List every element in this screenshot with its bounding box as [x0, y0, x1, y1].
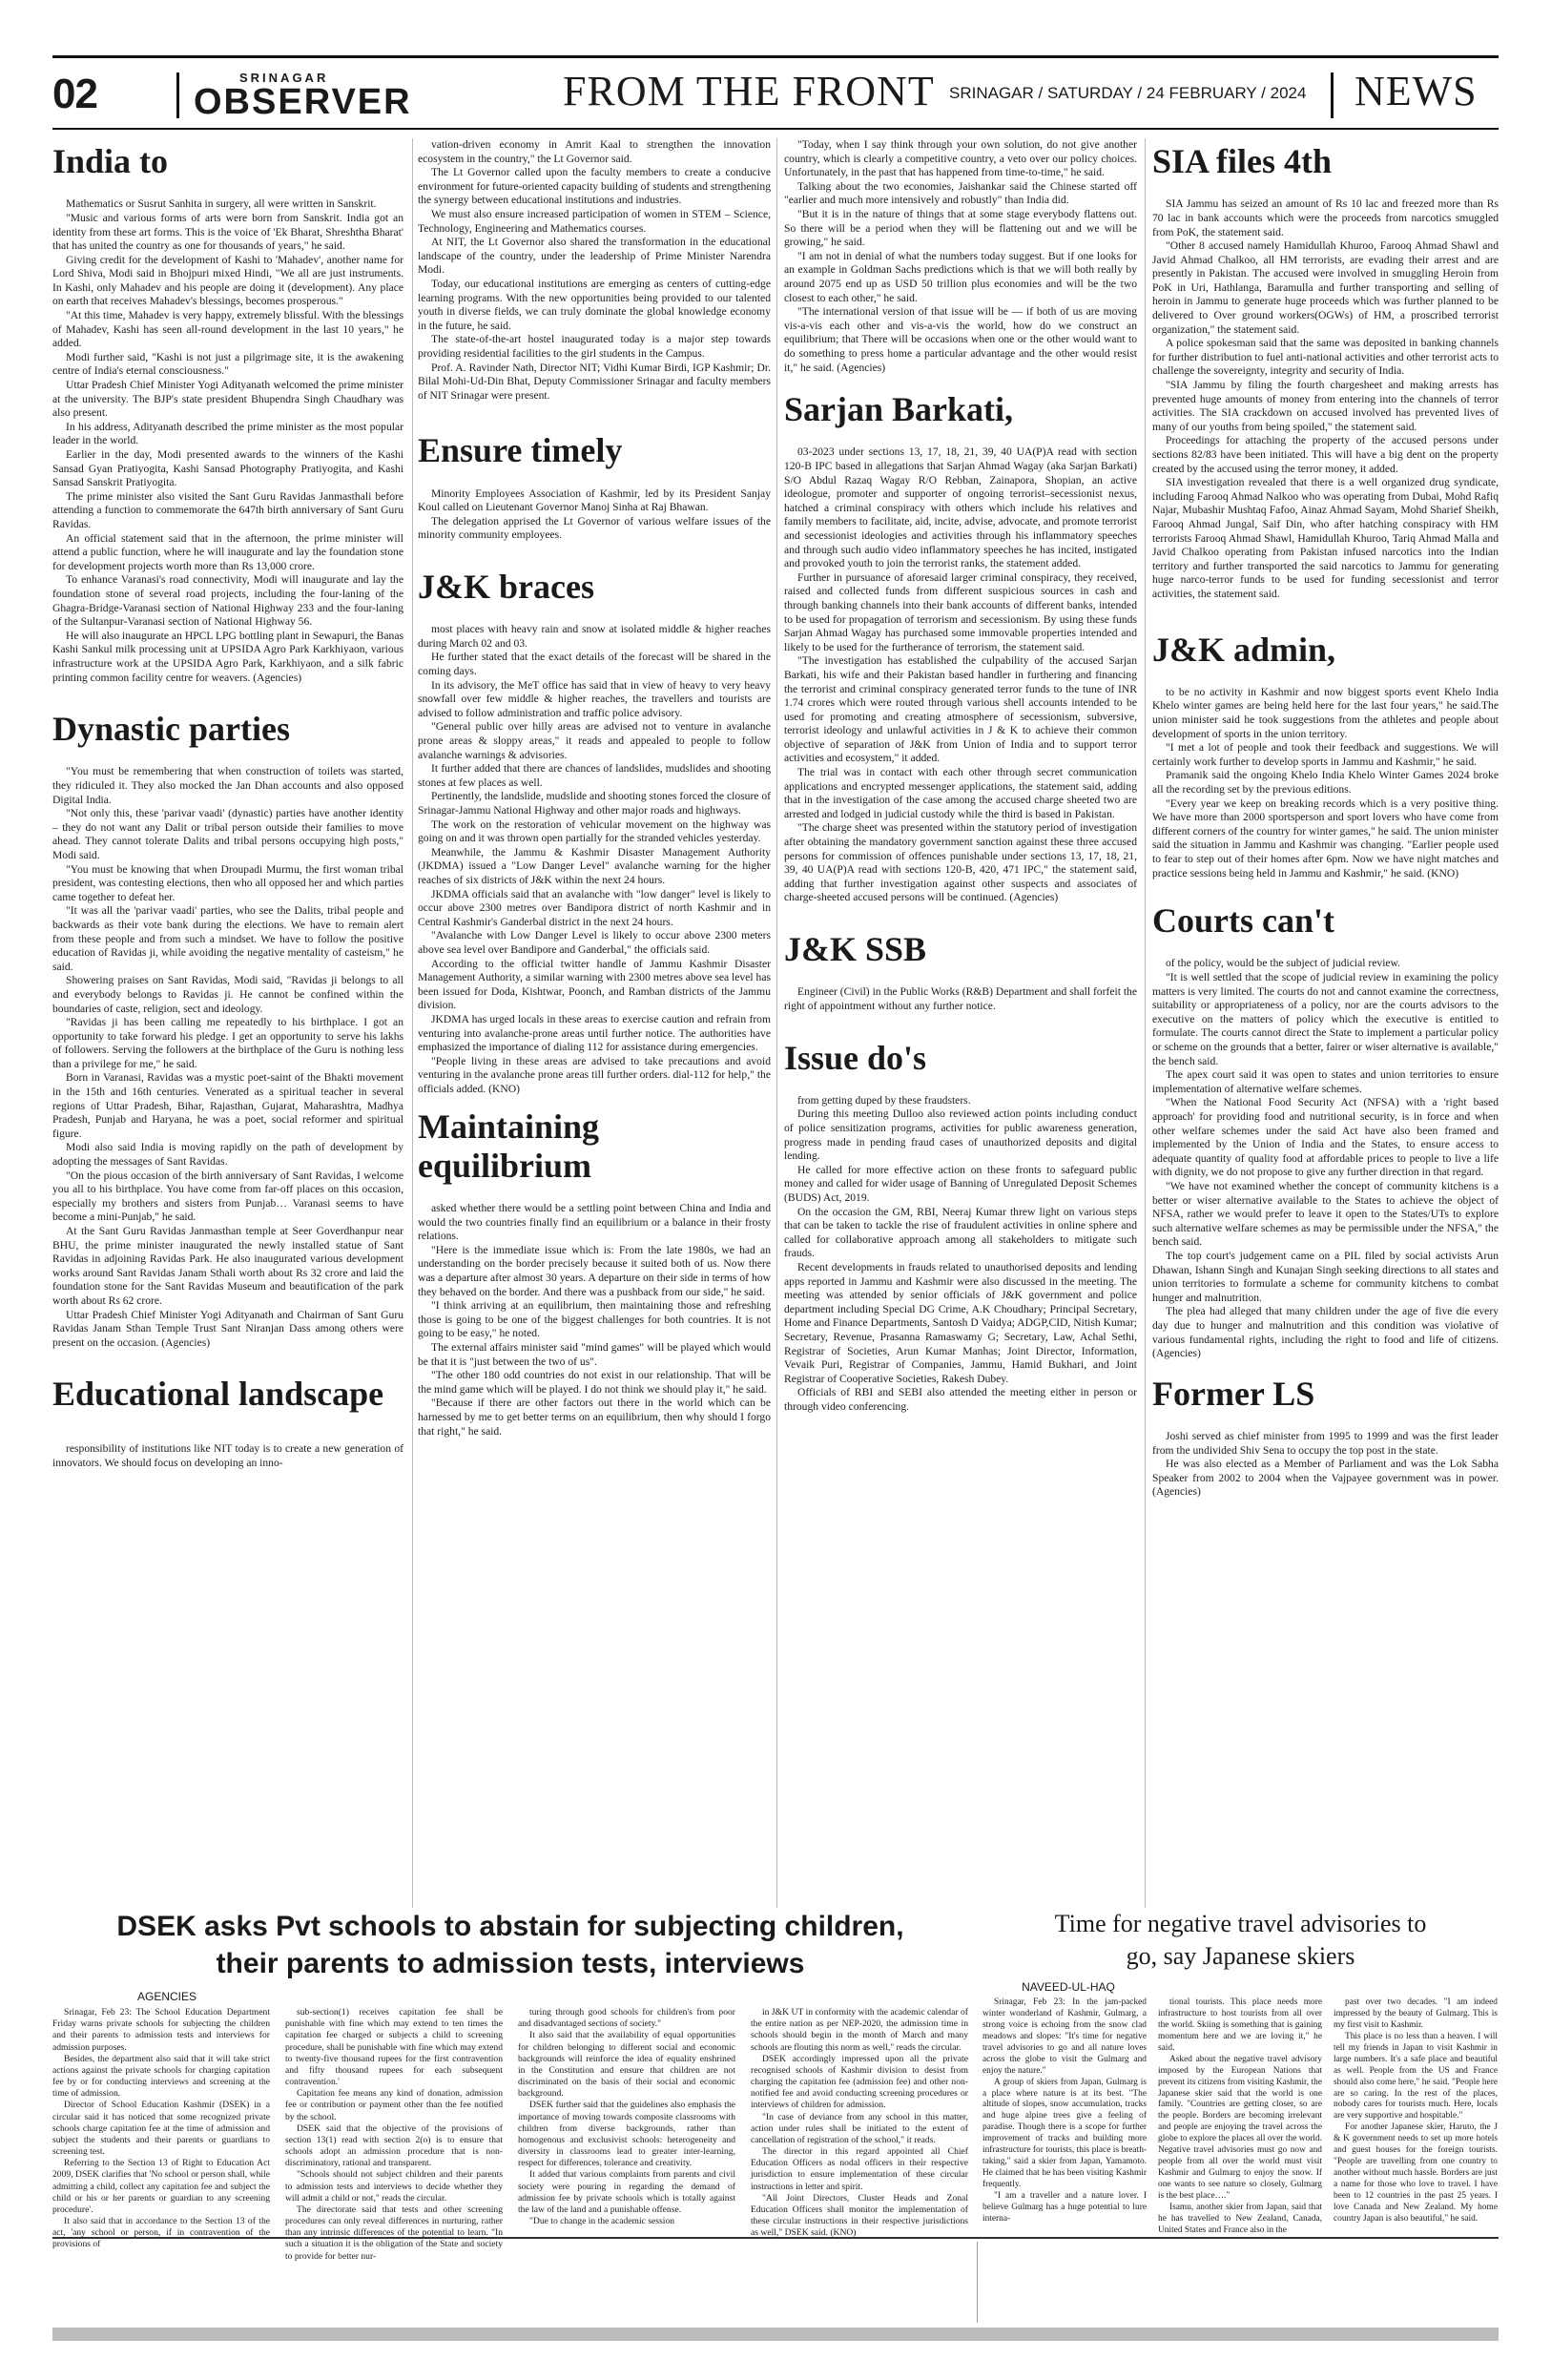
paragraph: Further in pursuance of aforesaid larger criminal conspiracy, they received, raised and collected funds from different suspicious sources in cash and through banking channels into their bank accounts of different banks, intended to be used for propagation of terrorism and secessionism. By using these funds Sarjan Ahmad Wagay has purchased some immovable properties intended and likely to be used for the furtherance of terrorism, the statement said. [784, 570, 1137, 653]
story-jaishankar-continued [784, 138, 1137, 375]
paragraph: Engineer (Civil) in the Public Works (R&B) Department and shall forfeit the right of appointment without any further notice. [784, 985, 1137, 1012]
paragraph: "General public over hilly areas are advised not to venture in avalanche prone areas & sloppy areas," it reads and appealed to people to follow avalanche warnings & advisories. [418, 720, 771, 761]
story-courts-cant [1152, 957, 1499, 1360]
paragraph: The external affairs minister said "mind games" will be played which would be that it is "just between the two of us". [418, 1341, 771, 1368]
paragraph: The plea had alleged that many children under the age of five die every day due to hunger and malnutrition and this condition was violative of various fundamental rights, including the right to food and life of citizens. (Agencies) [1152, 1305, 1499, 1360]
paragraph: Modi further said, "Kashi is not just a pilgrimage site, it is the awakening centre of India's eternal consciousness." [52, 350, 403, 378]
paragraph: Srinagar, Feb 23: In the jam-packed winter wonderland of Kashmir, Gulmarg, a strong voice is echoing from the snow clad meadows and slopes: "It's time for negative travel advisories to go and all nature loves across the globe to visit the Gulmarg and enjoy the nature." [982, 1997, 1147, 2076]
paragraph: This place is no less than a heaven. I will tell my friends in Japan to visit Kashmir in large numbers. It's a safe place and beautiful as well. People from the US and France should also come here," he said. "People here are so caring. In the rest of the places, nobody cares for tourists much. Here, locals are very supportive and hospitable." [1334, 2031, 1498, 2121]
paragraph: "SIA Jammu by filing the fourth chargesheet and making arrests has prevented huge amounts of money from entering into the channels of terror activities. The SIA crackdown on accused involved has prevented lives of many of our youths from being spoiled," the statement said. [1152, 379, 1499, 433]
paragraph: "The charge sheet was presented within the statutory period of investigation after obtaining the mandatory government sanction against these three accused persons for commission of offences punishable under sections 13, 17, 18, 21, 39, 40 UA(P)A read with sections 120-B, 420, 471 IPC," the statement said, adding that further investigation against other suspects and associates of charge-sheeted accused persons will be continued. (Agencies) [784, 821, 1137, 904]
paragraph: "People living in these areas are advised to take precautions and avoid venturing in the avalanche prone areas till further orders. dial-112 for help," the officials added. (KNO) [418, 1054, 771, 1095]
paragraph: It further added that there are chances of landslides, mudslides and shooting stones at few places as well. [418, 762, 771, 789]
paragraph: vation-driven economy in Amrit Kaal to strengthen the innovation ecosystem in the country," the Lt Governor said. [418, 138, 771, 165]
dateline: SRINAGAR / SATURDAY / 24 FEBRUARY / 2024 [949, 84, 1307, 102]
paragraph: Meanwhile, the Jammu & Kashmir Disaster Management Authority (JKDMA) issued a "Low Danger Level" avalanche warning for the higher reaches of six districts of J&K within the next 24 hours. [418, 845, 771, 886]
paragraph: Showering praises on Sant Ravidas, Modi said, "Ravidas ji belongs to all and everybody belongs to Ravidas ji. He cannot be confined within the boundaries of caste, religion, sect and ideology. [52, 974, 403, 1015]
paragraph: "I am a traveller and a nature lover. I believe Gulmarg has a huge potential to lure interna- [982, 2190, 1147, 2224]
paragraph: Minority Employees Association of Kashmir, led by its President Sanjay Koul called on Lieutenant Governor Manoj Sinha at Raj Bhawan. [418, 486, 771, 514]
paragraph: "The investigation has established the culpability of the accused Sarjan Barkati, his wife and their Pakistan based handler in furthering and financing the terrorist and criminal conspiracy generated terror funds to the tune of INR 1.74 crores which were routed through various shell accounts intended to be used for promoting and creating atmosphere of secessionism, subversive, terrorist ideology and unlawful activities in J & K to achieve their common objective of separation of J&K from Union of India and to support terror activities and ecosystem," it added. [784, 654, 1137, 765]
paragraph: Recent developments in frauds related to unauthorised deposits and lending apps reported in Jammu and Kashmir were also discussed in the meeting. The meeting was attended by senior officials of J&K government and police department including Special DG Crime, A.K Choudhary; Principal Secretary, Home and Finance Departments, Santosh D Vaidya; ADGP,CID, Nitish Kumar; Secretary, Revenue, Prasanna Ramaswamy G; Secretary, Law, Achal Sethi, Registrar of Societies, Arun Kumar Manhas; Joint Director, Information, Vevaik Puri, Registrar of Companies, Jammu, Hamid Bukhari, and Joint Registrar of Cooperative Societies, Rakesh Dubey. [784, 1260, 1137, 1385]
paragraph: During this meeting Dulloo also reviewed action points including conduct of police sensitization programs, activities for public awareness generation, progress made in pending fraud cases of unauthorized deposits and digital lending. [784, 1107, 1137, 1163]
paragraph: "It is well settled that the scope of judicial review in examining the policy matters is very limited. The courts do not and cannot examine the correctness, suitability or appropriateness of a policy, nor are the courts advisors to the executive on the matters of policy which the executive is entitled to formulate. The courts cannot direct the State to implement a particular policy or scheme on the grounds that a better, fairer or wiser alternative is available," the bench said. [1152, 971, 1499, 1067]
bottom-separator [977, 2242, 978, 2323]
paragraph: Director of School Education Kashmir (DSEK) in a circular said it has noticed that some recognized private schools charge capitation fee at the time of admission and subject the students and their parents or guardians to screening test. [52, 2100, 270, 2158]
japan-skiers-story [982, 1908, 1499, 2235]
japan-byline: NAVEED-UL-HAQ [1022, 1980, 1115, 1994]
paragraph: Asked about the negative travel advisory imposed by the European Nations that prevent its citizens from visiting Kashmir, the Japanese skier said that the world is one family. "Countries are getting closer, so are the people. Borders are becoming irrelevant and people are enjoying the travel across the globe to explore the places all over the world. Negative travel advisories must go now and people from all over the world must visit Kashmir and Gulmarg to enjoy the snow. If one wants to see nature so closely, Gulmarg is the best place…." [1158, 2054, 1322, 2201]
story-sia-files [1152, 197, 1499, 601]
paragraph: "Other 8 accused namely Hamidullah Khuroo, Farooq Ahmad Shawl and Javid Ahmad Chalkoo, all HM terrorists, are evading their arrest and are presently in Pakistan. The accused were involved in smuggling Heroin from PoK in Uri, Hathlanga, Baramulla and further transporting and selling of heroin in Jammu to generate huge proceeds which was further planned to be delivered to Over ground workers(OGWs) of HM, a proscribed terrorist organization," the statement said. [1152, 239, 1499, 336]
paragraph: from getting duped by these fraudsters. [797, 1093, 971, 1107]
paragraph: SIA Jammu has seized an amount of Rs 10 lac and freezed more than Rs 70 lac in bank accounts which were the proceeds from narcotics smuggled from PoK, the statement said. [1152, 197, 1499, 238]
paragraph: "Due to change in the academic session [529, 2216, 675, 2227]
paragraph: We must also ensure increased participation of women in STEM – Science, Technology, Engineering and Mathematics courses. [418, 207, 771, 235]
paragraph: "It was all the 'parivar vaadi' parties, who see the Dalits, tribal people and backwards as their vote bank during the elections. We have to remain alert from these people and from such a mindset. We have to follow the positive education of Ravidas ji, while avoiding the negative mentality of casteism," he said. [52, 904, 403, 973]
headline-sarjan-barkati: Sarjan Barkati, [784, 390, 1014, 429]
dsek-col-1 [52, 2007, 270, 2250]
paragraph: The work on the restoration of vehicular movement on the highway was going on and it was thrown open partially for the stranded vehicles yesterday. [418, 817, 771, 845]
paragraph: "But it is in the nature of things that at some stage everybody flattens out. So there will be a period when they will be flattening out and we will be growing," he said. [784, 207, 1137, 249]
story-ensure-timely [418, 487, 771, 543]
dsek-col-2 [285, 2007, 503, 2262]
story-educational-landscape [52, 1442, 403, 1470]
masthead-divider [176, 72, 179, 118]
paragraph: Prof. A. Ravinder Nath, Director NIT; Vidhi Kumar Birdi, IGP Kashmir; Dr. Bilal Mohi-Ud-Din Bhat, Deputy Commissioner Srinagar and faculty members of NIT Srinagar were present. [418, 361, 771, 402]
paragraph: "The other 180 odd countries do not exist in our relationship. That will be the mind game which will be played. I do not think we should play it," he said. [418, 1369, 771, 1396]
paragraph: "Schools should not subject children and their parents to admission tests and interviews to decide whether they will admit a child or not," reads the circular. [285, 2169, 503, 2204]
paragraph: Proceedings for attaching the property of the accused persons under sections 82/83 have been initiated. This will have a big dent on the property created by the accused using the terror money, it added. [1152, 434, 1499, 475]
paragraph: "In case of deviance from any school in this matter, action under rules shall be initiated to the extent of cancellation of registration of the school," it reads. [751, 2111, 968, 2145]
paragraph: Born in Varanasi, Ravidas was a mystic poet-saint of the Bhakti movement in the 15th and 16th centuries. Venerated as a spiritual teacher in several regions of Uttar Pradesh, Bihar, Rajasthan, Gujarat, Maharashtra, Madhya Pradesh, Punjab and Haryana, he was a poet, social reformer and spiritual figure. [52, 1071, 403, 1140]
paragraph: "On the pious occasion of the birth anniversary of Sant Ravidas, I welcome you all to his birthplace. You have come from far-off places on this occasion, especially my brothers and sisters from Punjab… Varanasi seems to have become a mini-Punjab," he said. [52, 1169, 403, 1224]
japan-col-1 [982, 1997, 1147, 2232]
japan-headline-line1: Time for negative travel advisories to [1054, 1910, 1427, 1937]
paragraph: The Lt Governor called upon the faculty members to create a conducive environment for future-oriented capacity building of students and strengthening the synergy between educational institutions and industries. [418, 166, 771, 207]
paragraph: The prime minister also visited the Sant Guru Ravidas Janmasthali before attending a function to commemorate the 647th birth anniversary of Sant Guru Ravidas. [52, 489, 403, 530]
paragraph: past over two decades. "I am indeed impressed by the beauty of Gulmarg. This is my first visit to Kashmir. [1334, 1997, 1498, 2030]
paragraph: To enhance Varanasi's road connectivity, Modi will inaugurate and lay the foundation stone of several road projects, including the four-laning of the Ghagra-Bridge-Varanasi section of National Highway 233 and the four-laning of the Sultanpur-Varanasi section of National Highway 56. [52, 573, 403, 629]
headline-dynastic-parties: Dynastic parties [52, 710, 290, 749]
story-former-ls [1152, 1430, 1499, 1500]
headline-educational-landscape: Educational landscape [52, 1375, 384, 1414]
paragraph: An official statement said that in the afternoon, the prime minister will attend a public function, where he will inaugurate and lay the foundation stone for development projects worth more than Rs 13,000 crore. [52, 531, 403, 572]
paragraph: Joshi served as chief minister from 1995 to 1999 and was the first leader from the undivided Shiv Sena to occupy the top post in the state. [1152, 1430, 1499, 1457]
paragraph: According to the official twitter handle of Jammu Kashmir Disaster Management Authority, a similar warning with 2300 metres above sea level has been issued for Doda, Kishtwar, Poonch, and Ramban districts of the Jammu division. [418, 957, 771, 1012]
paragraph: "All Joint Directors, Cluster Heads and Zonal Education Officers shall monitor the implementation of these circular instructions in their respective jurisdictions as well," DSEK said. (KNO) [751, 2192, 968, 2239]
paragraph: Giving credit for the development of Kashi to 'Mahadev', another name for Lord Shiva, Modi said in Bhojpuri mixed Hindi, "We all are just instruments. In Kashi, only Mahadev and his people are doing it (development). Any place on earth that receives Mahadev's blessings, becomes prosperous." [52, 253, 403, 308]
paragraph: "I think arriving at an equilibrium, then maintaining those and refreshing those is going to be one of the biggest challenges for both countries. It is not going to be easy," he noted. [418, 1299, 771, 1340]
headline-issue-dos: Issue do's [784, 1038, 927, 1077]
paragraph: On the occasion the GM, RBI, Neeraj Kumar threw light on various steps that can be taken to tackle the rise of fraudulent activities in online sphere and called for collaborative approach among all stakeholders to mitigate such frauds. [784, 1205, 1137, 1260]
headline-sia-files: SIA files 4th [1152, 142, 1333, 180]
paragraph: "Here is the immediate issue which is: From the late 1980s, we had an understanding on the border precisely because it suited both of us. Now there was a departure after almost 30 years. A departure on their side in terms of how they behaved on the border. And there was a pushback from our side," he said. [418, 1243, 771, 1298]
paragraph: responsibility of institutions like NIT today is to create a new generation of innovators. We should focus on developing an inno- [52, 1442, 403, 1469]
paragraph: The top court's judgement came on a PIL filed by social activists Arun Dhawan, Ishann Singh and Kunajan Singh seeking directions to all states and union territories to formulate a scheme for community kitchens to combat hunger and malnutrition. [1152, 1249, 1499, 1304]
paragraph: In its advisory, the MeT office has said that in view of heavy to very heavy snowfall over few middle & higher reaches, the travellers and tourists are advised to follow administration and traffic police advisory. [418, 678, 771, 719]
headline-jk-braces: J&K braces [418, 567, 594, 606]
dsek-headline-line1: DSEK asks Pvt schools to abstain for subjecting children, [116, 1911, 904, 1942]
headline-jk-ssb: J&K SSB [784, 930, 927, 968]
japan-headline-line2: go, say Japanese skiers [1126, 1941, 1355, 1970]
paragraph: "I met a lot of people and took their feedback and suggestions. We will certainly work further to develop sports in Jammu and Kashmir," he said. [1152, 741, 1499, 768]
paragraph: most places with heavy rain and snow at isolated middle & higher reaches during March 02 and 03. [418, 623, 771, 650]
paragraph: 03-2023 under sections 13, 17, 18, 21, 39, 40 UA(P)A read with section 120-B IPC based in allegations that Sarjan Ahmad Wagay (aka Sarjan Barkati) S/O Abdul Razaq Wagay R/O Rebban, Zainapora, Shopian, an active ideologue, promoter and supporter of ongoing terrorist–secessionist nexus, hatched a criminal conspiracy with others which include his relatives and family members to facilitate, aid, incite, advise, advocate, and promote terrorist and secessionist ideologies and activities through his inflammatory speeches and through such audio video inflammatory speeches he has incited, instigated and provoked youth to join the terrorist ranks, the statement added. [784, 445, 1137, 570]
footer-bar [52, 2328, 1499, 2341]
masthead-bottom-rule [52, 128, 1499, 130]
paragraph: For another Japanese skier, Haruto, the J & K government needs to set up more hotels and guest houses for the foreign tourists. "People are travelling from one country to another without much hassle. Borders are just a name for those who love to travel. I have been to 12 countries in the past 25 years. I love Canada and New Zealand. My home country Japan is also beautiful," he said. [1334, 2122, 1498, 2224]
headline-courts-cant: Courts can't [1152, 901, 1334, 941]
story-nit-continued [418, 138, 771, 403]
paragraph: It added that various complaints from parents and civil society were pouring in regarding the demand of admission fee by private schools which is totally against the law of the land and a punishable offense. [518, 2169, 735, 2215]
japan-col-2 [1158, 1997, 1322, 2235]
paragraph: The directorate said that tests and other screening procedures can only reveal differences in nurturing, rather than any intrinsic differences of the potential to learn. "In such a situation it is the obligation of the State and society to provide for better nur- [285, 2204, 503, 2262]
paragraph: It also said that the availability of equal opportunities for children belonging to different social and economic backgrounds will reinforce the idea of equality enshrined in the Constitution and ensure that children are not discriminated on the basis of their social and economic background. [518, 2030, 735, 2100]
paragraph: "I am not in denial of what the numbers today suggest. But if one looks for an example in Goldman Sachs predictions which is that we will both really by around 2075 end up as USD 50 trillion plus economies and will be the two closest to each other," he said. [784, 249, 1137, 304]
paragraph: asked whether there would be a settling point between China and India and would the two countries finally find an equilibrium or a balance in their frosty relations. [418, 1202, 771, 1243]
paragraph: A group of skiers from Japan, Gulmarg is a place where nature is at its best. "The altitude of slopes, snow accumulation, tracks and huge alpine trees give a feeling of paradise. Though there is a scope for further improvement of tracks and building more infrastructure for tourists, this place is breath-taking," said a skier from Japan, Yamamoto. He claimed that he has been visiting Kashmir frequently. [982, 2077, 1147, 2189]
paragraph: He will also inaugurate an HPCL LPG bottling plant in Sewapuri, the Banas Kashi Sankul milk processing unit at UPSIDA Agro Park Karkhiyaon, various infrastructure work at the UPSIDA Agro Park, Karkhiyaon, and a silk fabric printing common facility centre for weavers. (Agencies) [52, 629, 403, 684]
paragraph: Isamu, another skier from Japan, said that he has travelled to New Zealand, Canada, United States and France also in the [1158, 2202, 1322, 2235]
masthead-divider-right [1331, 72, 1334, 118]
masthead [52, 67, 1499, 124]
brand-name: OBSERVER [194, 82, 412, 122]
paragraph: "At this time, Mahadev is very happy, extremely blissful. With the blessings of Mahadev, Kashi has seen all-round development in the last 10 years," he added. [52, 309, 403, 350]
paragraph: of the policy, would be the subject of judicial review. [1166, 957, 1401, 970]
dsek-headline-line2: their parents to admission tests, interviews [216, 1948, 805, 1979]
paragraph: "Avalanche with Low Danger Level is likely to occur above 2300 meters above sea level over Bandipore and Ganderbal," the officials said. [418, 929, 771, 956]
paragraph: He called for more effective action on these fronts to safeguard public money and called for wider usage of Banning of Unregulated Deposit Schemes (BUDS) Act, 2019. [784, 1163, 1137, 1204]
paragraph: The apex court said it was open to states and union territories to ensure implementation of alternative welfare schemes. [1152, 1068, 1499, 1095]
paragraph: "When the National Food Security Act (NFSA) with a 'right based approach' for providing food and nutritional security, is in force and when other welfare schemes under the said Act have also been framed and implemented by the Union of India and the States, to ensure access to adequate quantity of quality food at affordable prices to people to live a life with dignity, we do not propose to give any further direction in that regard. [1152, 1096, 1499, 1179]
masthead-top-rule [52, 55, 1499, 58]
paragraph: sub-section(1) receives capitation fee shall be punishable with fine which may extend to ten times the capitation fee charged or subjects a child to screening procedure, shall be punishable with fine which may extend to twenty-five thousand rupees for the first contravention and fifty thousand rupees for each subsequent contravention.' [285, 2007, 503, 2088]
story-issue-dos [784, 1094, 1137, 1415]
paragraph: Mathematics or Susrut Sanhita in surgery, all were written in Sanskrit. [66, 197, 377, 211]
paragraph: turing through good schools for children's from poor and disadvantaged sections of society." [518, 2007, 735, 2030]
dsek-byline: AGENCIES [136, 1990, 196, 2003]
paragraph: "The international version of that issue will be — if both of us are moving vis-a-vis each other and vis-a-vis the world, how do we construct an equilibrium; that There will be occasions when one or the other would want to do something to press home a particular advantage and the other would resist it," he said. (Agencies) [784, 305, 1137, 374]
paragraph: Earlier in the day, Modi presented awards to the winners of the Kashi Sansad Gyan Pratiyogita, Kashi Sansad Photography Pratiyogita, and Kashi Sansad Sanskrit Pratiyogita. [52, 448, 403, 489]
paragraph: to be no activity in Kashmir and now biggest sports event Khelo India Khelo winter games are being held here for the last four years," he said.The union minister said he took suggestions from the athletes and people about development of sports in the union territory. [1152, 685, 1499, 740]
paragraph: At the Sant Guru Ravidas Janmasthan temple at Seer Goverdhanpur near BHU, the prime minister inaugurated the newly installed statue of Sant Ravidas in adjoining Ravidas Park. He also inaugurated various development works around Sant Ravidas Janam Sthali worth about Rs 32 crore and laid the foundation stone for the Sant Ravidas Museum and beautification of the park worth about Rs 62 crore. [52, 1225, 403, 1307]
paragraph: "Because if there are other factors out there in the world which can be harnessed by me to get better terms on an equilibrium, then why should I forgo that right," he said. [418, 1397, 771, 1438]
paragraph: JKDMA officials said that an avalanche with "low danger" level is likely to occur above 2300 metres over Bandipora district of north Kashmir and in Central Kashmir's Ganderbal district in the next 24 hours. [418, 887, 771, 928]
japan-headline [982, 1908, 1499, 1973]
paragraph: It also said that in accordance to the Section 13 of the act, 'any school or person, if in contravention of the provisions of [52, 2216, 270, 2250]
paragraph: The delegation apprised the Lt Governor of various welfare issues of the minority community employees. [418, 514, 771, 542]
paragraph: Capitation fee means any kind of donation, admission fee or contribution or payment other than the fee notified by the school. [285, 2088, 503, 2122]
paragraph: Pramanik said the ongoing Khelo India Khelo Winter Games 2024 broke all the recording set by the previous editions. [1152, 769, 1499, 796]
paragraph: At NIT, the Lt Governor also shared the transformation in the educational landscape of the country, under the leadership of Prime Minister Narendra Modi. [418, 236, 771, 277]
paragraph: The trial was in contact with each other through secret communication applications and encrypted messenger applications, the statement said, adding that in the investigation of the case among the accused charge sheeted two are arrested and lodged in judicial custody while the third is based in Pakistan. [784, 766, 1137, 820]
section-title: FROM THE FRONT [563, 68, 935, 114]
story-dynastic-parties [52, 765, 403, 1350]
paragraph: "Today, when I say think through your own solution, do not give another country, which is clearly a competitive country, a veto over our policy choices. Unfortunately, in the past that has happened from time-to-time," he said. [784, 138, 1137, 179]
paragraph: "You must be remembering that when construction of toilets was started, they ridiculed it. They also mocked the Jan Dhan accounts and also opposed Digital India. [52, 765, 403, 806]
dsek-col-4 [751, 2007, 968, 2239]
paragraph: "We have not examined whether the concept of community kitchens is a better or wiser alternative available to the States to achieve the object of NFSA, rather we would prefer to leave it open to the States/UTs to explore such alternative welfare schemes as may be permissible under the NFSA," the bench said. [1152, 1179, 1499, 1249]
paragraph: JKDMA has urged locals in these areas to exercise caution and refrain from venturing into avalanche-prone areas until further notice. The authorities have emphasized the importance of dialing 112 for assistance during emergencies. [418, 1012, 771, 1054]
paragraph: Srinagar, Feb 23: The School Education Department Friday warns private schools for subjecting the children and their parents to admission tests and interviews for admission purposes. [52, 2007, 270, 2053]
paragraph: DSEK further said that the guidelines also emphasis the importance of moving towards composite classrooms with children from diverse backgrounds, rather than homogenous and exclusivist schools: heterogeneity and diversity in classrooms lead to greater inter-learning, respect for differences, tolerance and creativity. [518, 2100, 735, 2169]
headline-india-to: India to [52, 142, 169, 180]
paragraph: in J&K UT in conformity with the academic calendar of the entire nation as per NEP-2020, the admission time in schools should begin in the month of March and many schools are flouting this norm as well," reads the circular. [751, 2007, 968, 2053]
story-maintaining-equilibrium [418, 1202, 771, 1438]
paragraph: Referring to the Section 13 of Right to Education Act 2009, DSEK clarifies that 'No school or person shall, while admitting a child, collect any capitation fee and subject the child or his or her parents or guardian to any screening procedure'. [52, 2158, 270, 2215]
paragraph: Pertinently, the landslide, mudslide and shooting stones forced the closure of Srinagar-Jammu National Highway and other major roads and highways. [418, 790, 772, 817]
paragraph: Besides, the department also said that it will take strict actions against the private schools for charging capitation fee by or for conducting interviews and screening at the time of admission. [52, 2053, 270, 2100]
paragraph: "You must be knowing that when Droupadi Murmu, the first woman tribal president, was contesting elections, then who all opposed her and which parties came together to defeat her. [52, 862, 404, 903]
paragraph: A police spokesman said that the same was deposited in banking channels for further distribution to fuel anti-national activities and other terrorist acts to challenge the sovereignty, integrity and security of India. [1152, 337, 1499, 378]
dsek-headline [52, 1908, 968, 1982]
paragraph: Talking about the two economies, Jaishankar said the Chinese started off "earlier and much more intensively and robustly" than India did. [784, 179, 1137, 207]
dsek-story [52, 1908, 968, 2262]
story-jk-ssb [784, 985, 1137, 1013]
story-jk-braces [418, 623, 771, 1096]
brand-city: SRINAGAR [239, 71, 329, 85]
dsek-col-3 [518, 2007, 735, 2232]
story-jk-admin [1152, 686, 1499, 880]
paragraph: DSEK accordingly impressed upon all the private recognised schools of Kashmir division to desist from charging the capitation fee (admission fee) and other non-notified fee and avoid conducting screening procedures or interviews of children for admission. [751, 2053, 968, 2111]
paragraph: tional tourists. This place needs more infrastructure to host tourists from all over the world. Skiing is something that is gaining momentum here and we are loving it," he said. [1158, 1997, 1322, 2053]
paragraph: In his address, Adityanath described the prime minister as the most popular leader in the world. [52, 420, 403, 447]
paragraph: The state-of-the-art hostel inaugurated today is a major step towards providing residential facilities to the girl students in the Campus. [418, 333, 771, 360]
paragraph: Uttar Pradesh Chief Minister Yogi Adityanath welcomed the prime minister at the university. The BJP's state president Bhupendra Singh Chaudhary was also present. [52, 379, 403, 420]
paragraph: Officials of RBI and SEBI also attended the meeting either in person or through video conferencing. [784, 1386, 1137, 1413]
paragraph: DSEK said that the objective of the provisions of section 13(1) read with section 2(o) is to ensure that schools adopt an admission procedure that is non-discriminatory, rational and transparent. [285, 2122, 503, 2169]
paragraph: Uttar Pradesh Chief Minister Yogi Adityanath and Chairman of Sant Guru Ravidas Janam Sthan Temple Trust Sant Niranjan Dass among others were present on the occasion. (Agencies) [52, 1308, 403, 1349]
paragraph: SIA investigation revealed that there is a well organized drug syndicate, including Farooq Ahmad Nalkoo who was operating from Dubai, Mohd Rafiq Najar, Mubashir Mushtaq Fafoo, Ainaz Ahmad Sayam, Mohd Sharief Sheikh, Farooq Ahmad Jungal, Saif Din, who after hatching conspiracy with HM terrorists Farooq Ahmad Shawl, Hamidullah Khuroo, Tariq Ahmad Malla and Javid Chalkoo operating from Pakistan infused narcotics into the Indian territory and further transported the said narcotics to Jammu for generating huge narco-terror funds to be used for funding secessionist and terror activities, the statement said. [1152, 476, 1499, 600]
section-label-right: NEWS [1355, 68, 1478, 114]
story-india-to [52, 197, 403, 685]
headline-jk-admin: J&K admin, [1152, 630, 1336, 669]
story-sarjan-barkati [784, 445, 1137, 905]
paragraph: "Every year we keep on breaking records which is a very positive thing. We have more than 2000 sportsperson and sport lovers who have come from different corners of the country for winter games," he said. The union minister said the situation in Jammu and Kashmir was changing. "Earlier people used to fear to step out of their homes after 6pm. Now we have night matches and practice sessions being held in Jammu and Kashmir," he said. (KNO) [1152, 797, 1499, 880]
paragraph: He was also elected as a Member of Parliament and was the Lok Sabha Speaker from 2002 to 2004 when the Vajpayee government was in power. (Agencies) [1152, 1458, 1499, 1499]
headline-ensure-timely: Ensure timely [418, 431, 623, 470]
japan-col-3 [1334, 1997, 1498, 2232]
paragraph: "Ravidas ji has been calling me repeatedly to his birthplace. I got an opportunity to take forward his pledge. I get an opportunity to serve his lakhs of followers. Serving the followers at the birthplace of the Guru is nothing less than a privilege for me," he said. [52, 1016, 403, 1070]
paragraph: The director in this regard appointed all Chief Education Officers as nodal officers in their respective jurisdiction to ensure implementation of these circular instructions in letter and spirit. [751, 2146, 968, 2192]
paragraph: He further stated that the exact details of the forecast will be shared in the coming days. [418, 651, 771, 678]
paragraph: "Music and various forms of arts were born from Sanskrit. India got an identity from these art forms. This is the voice of 'Ek Bharat, Shreshtha Bharat' that has united the country as one for thousands of years," he said. [52, 211, 403, 253]
headline-maintaining-equilibrium: Maintaining equilibrium [418, 1107, 600, 1185]
headline-former-ls: Former LS [1152, 1374, 1315, 1413]
paragraph: Today, our educational institutions are emerging as centers of cutting-edge learning programs. With the new opportunities being provided to our talented youth in diverse fields, we can truly dominate the global knowledge economy in the future, he said. [418, 277, 771, 332]
page-number: 02 [52, 71, 97, 117]
paragraph: "Not only this, these 'parivar vaadi' (dynastic) parties have another identity – they do not want any Dalit or tribal person outside their families to move ahead. They cannot tolerate Dalits and tribal persons occupying high posts," Modi said. [52, 807, 403, 861]
paragraph: Modi also said India is moving rapidly on the path of development by adopting the messages of Sant Ravidas. [52, 1141, 403, 1169]
